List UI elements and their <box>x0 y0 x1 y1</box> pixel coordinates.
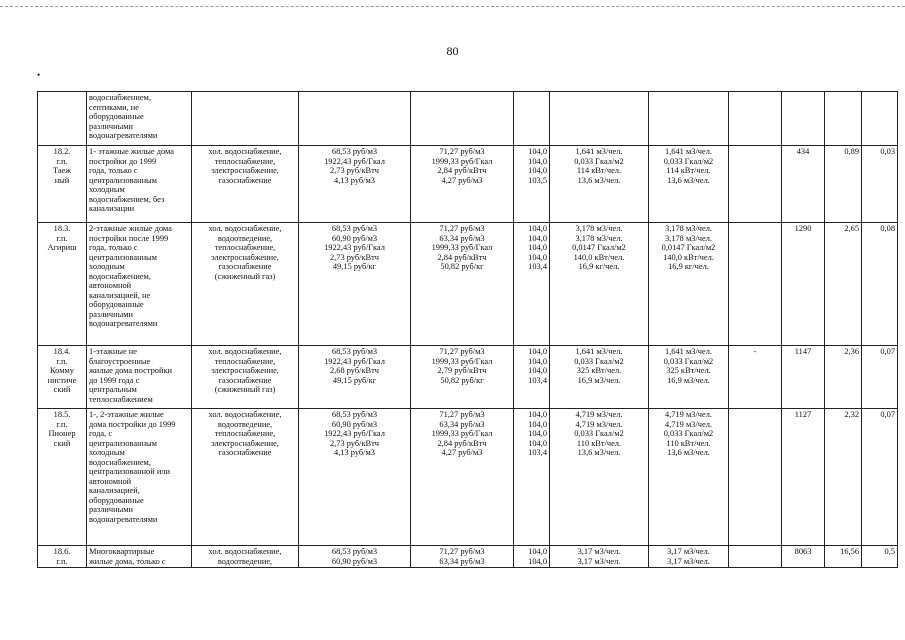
cell-norm-current <box>550 409 649 546</box>
cell-index-percent <box>514 409 550 546</box>
cell-blank <box>729 409 782 546</box>
norm-new-line: 0,033 Гкал/м2 <box>663 356 714 366</box>
cell-value-1 <box>825 92 862 146</box>
building-description-line: холодным <box>89 262 125 271</box>
building-description-line: постройки до 1999 <box>89 156 157 166</box>
tariff-new-line: 2,84 руб/кВтч <box>437 438 487 448</box>
item-number: 18.4. <box>53 347 71 356</box>
cell-utility-services <box>192 92 299 146</box>
tariff-new-line: 2,84 руб/кВтч <box>437 166 487 175</box>
building-description-line: централизованной или <box>89 467 170 476</box>
tariff-current-line: 4,13 руб/м3 <box>334 175 375 185</box>
utility-services-line: (сжиженный газ) <box>214 271 276 281</box>
tariff-new-line: 1999,33 руб/Гкал <box>431 356 493 366</box>
settlement-name-line: Пионер <box>48 429 76 438</box>
tariff-new-line: 50,82 руб/кг <box>440 262 484 271</box>
norm-new-line: 325 кВт/чел. <box>666 366 711 375</box>
value-2: 0,08 <box>880 224 895 233</box>
cell-building-description <box>87 223 192 346</box>
norm-current-line: 1,641 м3/чел. <box>575 347 623 356</box>
norm-new-line: 4,719 м3/чел. <box>665 419 712 429</box>
cell-utility-services <box>192 409 299 546</box>
table-body <box>38 92 898 568</box>
utility-services-line: электроснабжение, <box>211 166 279 175</box>
cell-tariff-new <box>411 546 514 568</box>
norm-new-line: 3,178 м3/чел. <box>665 224 712 233</box>
cell-utility-services <box>192 223 299 346</box>
tariff-current-line: 60,90 руб/м3 <box>331 419 378 429</box>
building-description-line: года, только с <box>89 243 138 252</box>
cell-item-number <box>38 223 87 346</box>
tariff-current-line: 68,53 руб/м3 <box>331 547 378 556</box>
index-percent-line: 104,0 <box>528 410 547 419</box>
utility-services-line: теплоснабжение, <box>214 356 276 366</box>
index-percent-line: 104,0 <box>528 556 547 566</box>
index-percent-line: 103,4 <box>528 448 547 457</box>
tariff-current-line: 60,90 руб/м3 <box>331 556 378 566</box>
cell-blank <box>729 223 782 346</box>
building-description-line: канализацией, не <box>89 290 151 300</box>
norm-current-line: 3,17 м3/чел. <box>577 556 621 566</box>
norm-current-line: 4,719 м3/чел. <box>575 410 623 419</box>
cell-value-2 <box>862 409 898 546</box>
cell-value-2 <box>862 146 898 223</box>
index-percent-line: 104,0 <box>528 243 547 252</box>
cell-count <box>782 346 825 409</box>
norm-new-line: 16,9 кг/чел. <box>668 262 709 271</box>
cell-building-description <box>87 409 192 546</box>
cell-value-1 <box>825 346 862 409</box>
settlement-name-line: ский <box>53 438 71 448</box>
utility-services-line: газоснабжение <box>218 375 272 385</box>
building-description-line: водоснабжением, <box>89 271 151 281</box>
cell-blank <box>729 546 782 568</box>
norm-new-line: 0,033 Гкал/м2 <box>663 156 714 166</box>
building-description-line: септиками, не <box>89 102 139 112</box>
index-percent-line: 104,0 <box>528 366 547 375</box>
scan-top-edge <box>0 6 905 7</box>
index-percent-line: 103,4 <box>528 262 547 271</box>
norm-current-line: 1,641 м3/чел. <box>575 147 623 156</box>
tariff-new-line: 1999,33 руб/Гкал <box>431 156 493 166</box>
cell-item-number <box>38 146 87 223</box>
index-percent-line: 104,0 <box>528 347 547 356</box>
cell-norm-current <box>550 92 649 146</box>
item-number: 18.5. <box>53 410 71 419</box>
tariff-current-line: 60,90 руб/м3 <box>331 233 378 243</box>
norm-current-line: 114 кВт/чел. <box>576 166 622 175</box>
cell-building-description <box>87 92 192 146</box>
cell-item-number <box>38 409 87 546</box>
cell-count <box>782 546 825 568</box>
building-description-line: 1-этажные не <box>89 347 137 356</box>
norm-new-line: 1,641 м3/чел. <box>665 147 712 156</box>
tariff-current-line: 4,13 руб/м3 <box>334 448 375 457</box>
index-percent-line: 104,0 <box>528 147 547 156</box>
count: 1147 <box>794 347 812 356</box>
cell-item-number <box>38 346 87 409</box>
norm-new-line: 16,9 м3/чел. <box>667 375 710 385</box>
building-description-line: различными <box>89 309 133 319</box>
norm-current-line: 0,033 Гкал/м2 <box>574 429 624 438</box>
cell-tariff-current <box>299 146 411 223</box>
building-description-line: благоустроенные <box>89 356 151 366</box>
cell-blank <box>729 146 782 223</box>
index-percent-line: 104,0 <box>528 252 547 262</box>
cell-index-percent <box>514 92 550 146</box>
cell-value-1 <box>825 409 862 546</box>
norm-new-line: 3,17 м3/чел. <box>667 556 710 566</box>
tariff-new-line: 1999,33 руб/Гкал <box>431 243 493 252</box>
value-1: 2,32 <box>844 410 859 419</box>
settlement-name-line: г.п. <box>56 233 68 243</box>
cell-item-number <box>38 546 87 568</box>
tariff-current-line: 1922,43 руб/Гкал <box>324 429 385 438</box>
tariff-new-line: 63,34 руб/м3 <box>439 419 485 429</box>
cell-count <box>782 223 825 346</box>
cell-tariff-new <box>411 223 514 346</box>
building-description-line: водонагревателями <box>89 319 158 328</box>
cell-tariff-current <box>299 546 411 568</box>
cell-tariff-new <box>411 346 514 409</box>
index-percent-line: 104,0 <box>528 419 547 429</box>
tariff-new-line: 2,84 руб/кВтч <box>437 252 487 262</box>
table-row <box>38 346 898 409</box>
utility-services-line: газоснабжение <box>218 448 272 457</box>
utility-services-line: электроснабжение, <box>211 438 279 448</box>
norm-new-line: 0,033 Гкал/м2 <box>663 429 714 438</box>
norm-current-line: 13,6 м3/чел. <box>577 175 621 185</box>
norm-new-line: 13,6 м3/чел. <box>667 448 710 457</box>
index-percent-line: 104,0 <box>528 356 547 366</box>
norm-new-line: 0,0147 Гкал/м2 <box>661 243 716 252</box>
page-number: 80 <box>446 44 459 58</box>
value-2: 0,07 <box>880 347 895 356</box>
cell-norm-current <box>550 546 649 568</box>
building-description-line: 1- этажные жилые дома <box>89 147 174 156</box>
cell-utility-services <box>192 346 299 409</box>
norm-current-line: 13,6 м3/чел. <box>577 448 621 457</box>
building-description-line: водонагревателями <box>89 514 158 524</box>
cell-building-description <box>87 546 192 568</box>
cell-index-percent <box>514 346 550 409</box>
settlement-name-line: г.п. <box>56 556 68 566</box>
building-description-line: 1-, 2-этажные жилые <box>89 410 164 419</box>
index-percent-line: 104,0 <box>528 233 547 243</box>
utility-services-line: теплоснабжение, <box>214 243 276 252</box>
value-2: 0,07 <box>880 410 895 419</box>
building-description-line: жилые дома постройки <box>89 366 172 375</box>
cell-tariff-new <box>411 409 514 546</box>
tariff-current-line: 2,68 руб/кВтч <box>329 366 380 375</box>
utility-services-line: водоотведение, <box>217 556 273 566</box>
cell-blank <box>729 346 782 409</box>
value-1: 2,65 <box>844 224 859 233</box>
cell-blank <box>729 92 782 146</box>
cell-norm-new <box>649 546 729 568</box>
tariff-new-line: 50,82 руб/кг <box>440 375 484 385</box>
building-description-line: централизованным <box>89 252 157 262</box>
tariff-new-line: 71,27 руб/м3 <box>439 347 485 356</box>
cell-norm-new <box>649 146 729 223</box>
building-description-line: центральным <box>89 385 137 394</box>
tariff-current-line: 1922,43 руб/Гкал <box>324 156 385 166</box>
building-description-line: различными <box>89 121 133 131</box>
value-1: 0,89 <box>844 147 859 156</box>
norm-current-line: 4,719 м3/чел. <box>575 419 623 429</box>
building-description-line: теплоснабжением <box>89 394 153 404</box>
cell-building-description <box>87 346 192 409</box>
margin-marker: • <box>37 70 41 80</box>
tariff-current-line: 1922,43 руб/Гкал <box>324 356 385 366</box>
building-description-line: оборудованные <box>89 495 144 505</box>
cell-tariff-new <box>411 92 514 146</box>
utility-services-line: хол. водоснабжение, <box>208 147 282 156</box>
count: 8063 <box>794 547 812 556</box>
cell-index-percent <box>514 546 550 568</box>
building-description-line: жилые дома, только с <box>89 556 166 566</box>
norm-current-line: 0,033 Гкал/м2 <box>574 356 624 366</box>
item-number: 18.3. <box>53 224 71 233</box>
cell-utility-services <box>192 546 299 568</box>
cell-index-percent <box>514 223 550 346</box>
utility-services-line: хол. водоснабжение, <box>208 410 282 419</box>
cell-norm-new <box>649 92 729 146</box>
tariff-current-line: 49,15 руб/кг <box>332 375 377 385</box>
tariff-new-line: 71,27 руб/м3 <box>439 224 485 233</box>
building-description-line: до 1999 года с <box>89 375 140 385</box>
norm-current-line: 3,178 м3/чел. <box>575 224 623 233</box>
index-percent-line: 104,0 <box>528 438 547 448</box>
cell-value-2 <box>862 92 898 146</box>
building-description-line: водоснабжением, <box>89 457 151 467</box>
cell-building-description <box>87 146 192 223</box>
value-1: 2,36 <box>844 347 859 356</box>
building-description-line: водоснабжением, без <box>89 194 165 204</box>
cell-norm-current <box>550 346 649 409</box>
cell-tariff-current <box>299 92 411 146</box>
settlement-name-line: г.п. <box>56 419 68 429</box>
table-row <box>38 146 898 223</box>
cell-count <box>782 146 825 223</box>
building-description-line: оборудованные <box>89 112 144 121</box>
utility-services-line: теплоснабжение, <box>214 429 276 438</box>
building-description-line: года, с <box>89 429 113 438</box>
building-description-line: оборудованные <box>89 300 144 309</box>
tariff-new-line: 63,34 руб/м3 <box>439 233 485 243</box>
tariff-current-line: 68,53 руб/м3 <box>331 147 378 156</box>
building-description-line: автономной <box>89 476 132 486</box>
tariff-new-line: 4,27 руб/м3 <box>441 175 483 185</box>
norm-new-line: 3,178 м3/чел. <box>665 233 712 243</box>
norm-current-line: 0,033 Гкал/м2 <box>574 156 624 166</box>
value-2: 0,03 <box>880 147 895 156</box>
norm-new-line: 110 кВт/чел. <box>666 438 711 448</box>
blank: - <box>753 347 757 356</box>
settlement-name-line: нистиче <box>47 375 77 385</box>
item-number: 18.2. <box>53 147 71 156</box>
table-row <box>38 92 898 146</box>
norm-current-line: 3,178 м3/чел. <box>575 233 623 243</box>
settlement-name-line: ный <box>54 175 70 185</box>
tariff-new-line: 1999,33 руб/Гкал <box>431 429 493 438</box>
settlement-name-line: Таеж <box>52 166 72 175</box>
cell-norm-new <box>649 223 729 346</box>
cell-item-number <box>38 92 87 146</box>
building-description-line: постройки после 1999 <box>89 233 169 243</box>
settlement-name-line: Агириш <box>47 243 77 252</box>
norm-current-line: 325 кВт/чел. <box>576 366 622 375</box>
utility-services-line: электроснабжение, <box>211 366 279 375</box>
cell-tariff-current <box>299 346 411 409</box>
cell-value-1 <box>825 146 862 223</box>
cell-tariff-current <box>299 409 411 546</box>
norm-new-line: 114 кВт/чел. <box>666 166 711 175</box>
tariff-current-line: 49,15 руб/кг <box>332 262 377 271</box>
building-description-line: холодным <box>89 185 125 194</box>
norm-current-line: 16,9 кг/чел. <box>578 262 620 271</box>
tariff-current-line: 68,53 руб/м3 <box>331 224 378 233</box>
norm-new-line: 13,6 м3/чел. <box>667 175 710 185</box>
utility-services-line: хол. водоснабжение, <box>208 347 282 356</box>
utility-services-line: хол. водоснабжение, <box>208 547 282 556</box>
index-percent-line: 104,0 <box>528 166 547 175</box>
count: 1127 <box>794 410 812 419</box>
count: 1290 <box>794 224 812 233</box>
tariff-current-line: 1922,43 руб/Гкал <box>324 243 385 252</box>
building-description-line: холодным <box>89 448 125 457</box>
utility-services-line: газоснабжение <box>218 262 272 271</box>
building-description-line: канализации <box>89 204 135 213</box>
cell-norm-current <box>550 223 649 346</box>
norm-new-line: 140,0 кВт/чел. <box>663 252 714 262</box>
cell-utility-services <box>192 146 299 223</box>
index-percent-line: 103,5 <box>528 175 547 185</box>
cell-count <box>782 92 825 146</box>
building-description-line: года, только с <box>89 166 138 175</box>
cell-count <box>782 409 825 546</box>
index-percent-line: 103,4 <box>528 375 547 385</box>
tariff-current-line: 68,53 руб/м3 <box>331 347 378 356</box>
building-description-line: автономной <box>89 281 132 290</box>
utility-services-line: электроснабжение, <box>211 252 279 262</box>
index-percent-line: 104,0 <box>528 429 547 438</box>
building-description-line: различными <box>89 505 133 514</box>
table-row <box>38 546 898 568</box>
utility-services-line: водоотведение, <box>217 233 273 243</box>
utility-services-line: теплоснабжение, <box>214 156 276 166</box>
settlement-name-line: Комму <box>50 366 74 375</box>
norm-current-line: 110 кВт/чел. <box>576 438 622 448</box>
utility-services-line: (сжиженный газ) <box>214 385 276 394</box>
tariff-new-line: 4,27 руб/м3 <box>441 448 483 457</box>
cell-tariff-new <box>411 146 514 223</box>
table-row <box>38 223 898 346</box>
norm-current-line: 0,0147 Гкал/м2 <box>572 243 626 252</box>
settlement-name-line: ский <box>53 385 71 394</box>
tariff-current-line: 2,73 руб/кВтч <box>329 166 380 175</box>
tariff-current-line: 2,73 руб/кВтч <box>329 252 380 262</box>
norm-new-line: 3,17 м3/чел. <box>667 547 710 556</box>
cell-value-1 <box>825 223 862 346</box>
cell-tariff-current <box>299 223 411 346</box>
norm-new-line: 4,719 м3/чел. <box>665 410 712 419</box>
building-description-line: централизованным <box>89 438 157 448</box>
tariff-current-line: 2,73 руб/кВтч <box>329 438 380 448</box>
cell-value-2 <box>862 223 898 346</box>
index-percent-line: 104,0 <box>528 224 547 233</box>
cell-norm-new <box>649 346 729 409</box>
building-description-line: дома постройки до 1999 <box>89 419 176 429</box>
tariff-new-line: 2,79 руб/кВтч <box>437 366 487 375</box>
count: 434 <box>796 147 810 156</box>
norm-current-line: 16,9 м3/чел. <box>577 375 621 385</box>
tariff-table <box>37 91 898 568</box>
tariff-new-line: 71,27 руб/м3 <box>439 147 485 156</box>
utility-services-line: хол. водоснабжение, <box>208 224 282 233</box>
cell-value-2 <box>862 346 898 409</box>
value-2: 0,5 <box>884 547 895 556</box>
cell-value-2 <box>862 546 898 568</box>
norm-current-line: 3,17 м3/чел. <box>577 547 621 556</box>
tariff-new-line: 71,27 руб/м3 <box>439 547 485 556</box>
item-number: 18.6. <box>53 547 71 556</box>
cell-value-1 <box>825 546 862 568</box>
value-1: 16,56 <box>840 547 859 556</box>
building-description-line: водонагревателями <box>89 131 158 140</box>
cell-norm-current <box>550 146 649 223</box>
tariff-new-line: 63,34 руб/м3 <box>439 556 485 566</box>
index-percent-line: 104,0 <box>528 156 547 166</box>
table-row <box>38 409 898 546</box>
tariff-new-line: 71,27 руб/м3 <box>439 410 485 419</box>
cell-index-percent <box>514 146 550 223</box>
building-description-line: Многоквартирные <box>89 547 155 556</box>
tariff-current-line: 68,53 руб/м3 <box>331 410 378 419</box>
building-description-line: водоснабжением, <box>89 93 151 102</box>
utility-services-line: газоснабжение <box>218 175 272 185</box>
settlement-name-line: г.п. <box>56 356 68 366</box>
building-description-line: 2-этажные жилые дома <box>89 224 172 233</box>
norm-current-line: 140,0 кВт/чел. <box>573 252 625 262</box>
cell-norm-new <box>649 409 729 546</box>
settlement-name-line: г.п. <box>56 156 68 166</box>
building-description-line: канализацией, <box>89 486 140 495</box>
building-description-line: централизованным <box>89 175 157 185</box>
utility-services-line: водоотведение, <box>217 419 273 429</box>
norm-new-line: 1,641 м3/чел. <box>665 347 712 356</box>
index-percent-line: 104,0 <box>528 547 547 556</box>
